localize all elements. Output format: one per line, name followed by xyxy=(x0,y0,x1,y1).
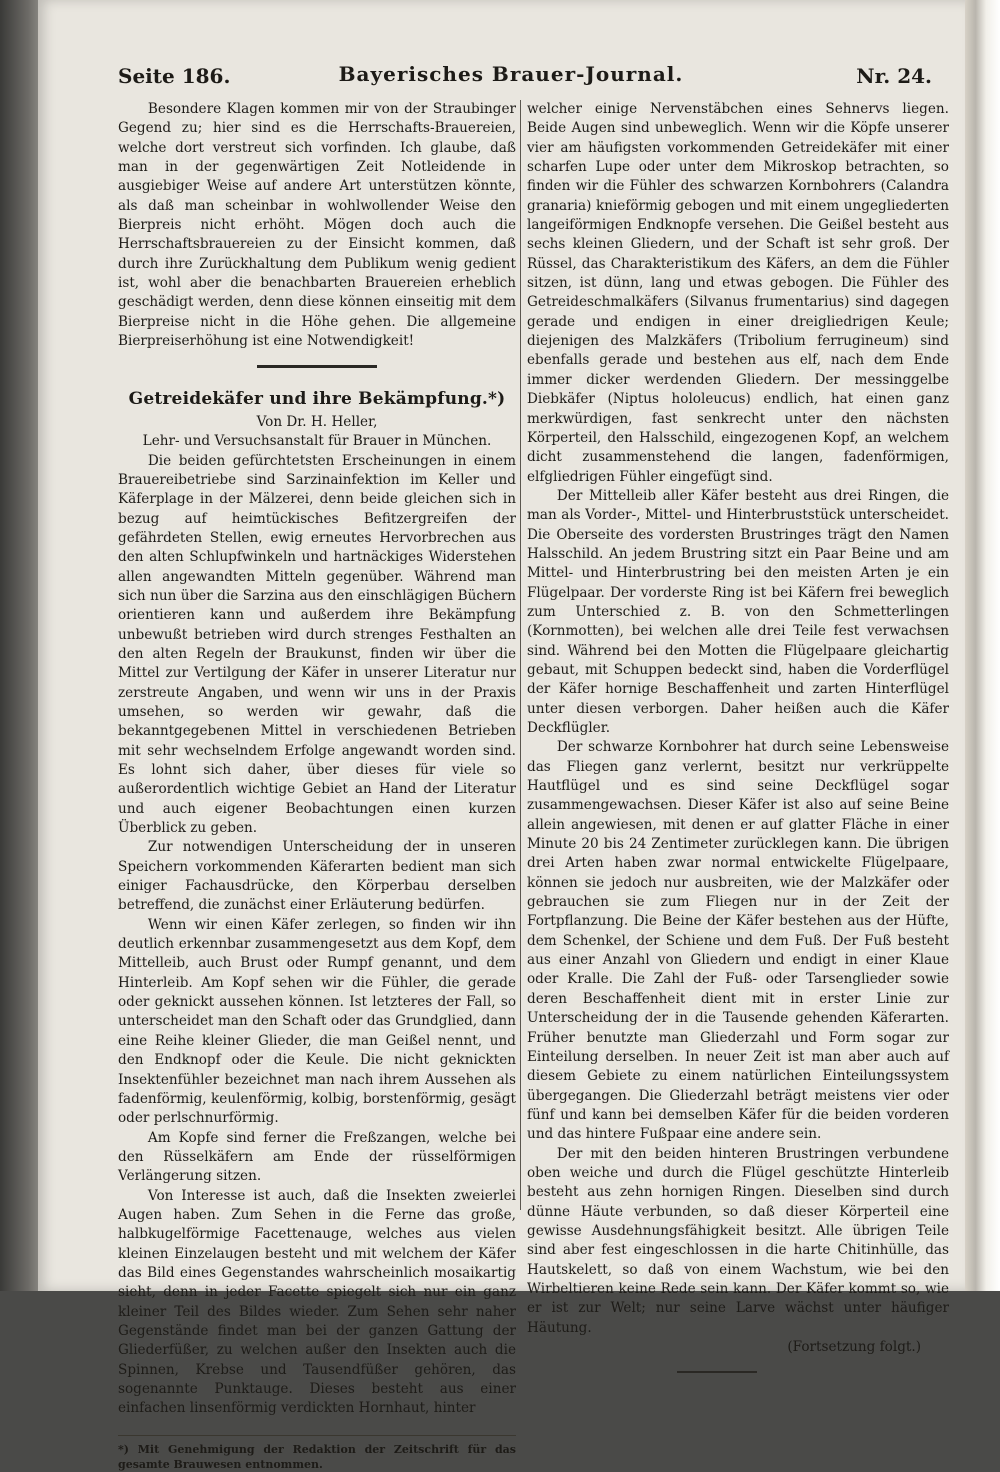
body-paragraph: Am Kopfe sind ferner die Freßzangen, welche bei den Rüsselkäfern am Ende der rüsselförmigen Verlängerung sitzen. xyxy=(118,1129,516,1185)
journal-title: Bayerisches Brauer-Journal. xyxy=(338,62,684,86)
scan-edge-right xyxy=(965,0,1000,1291)
scan-edge-left xyxy=(0,0,40,1291)
continued-note: (Fortsetzung folgt.) xyxy=(787,1339,921,1355)
body-paragraph: Der schwarze Kornbohrer hat durch seine Lebensweise das Fliegen ganz verlernt, besitzt nur verkrüppelte Hautflügel und es sind seine Deckflügel sogar zusammengewachsen. Dieser Käfer ist also auf seine Beine allein angewiesen, mit denen er auf glatter Fläche in einer Minute 20 bis 24 Zentimeter zurücklegen kann. Die übrigen drei Arten haben zwar normal entwickelte Flügelpaare, können sie jedoch nur ausbreiten, wie der Malzkäfer oder gebrauchen sie zum Fliegen nur in der Zeit der Fortpflanzung. Die Beine der Käfer bestehen aus der Hüfte, dem Schenkel, der Schiene und dem Fuß. Der Fuß besteht aus einer Anzahl von Gliedern und endigt in einer Klaue oder Kralle. Die Zahl der Fuß- oder Tarsenglieder sowie deren Beschaffenheit dient mit in erster Linie zur Unterscheidung der in die Tausende gehenden Käferarten. Früher benutzte man Gliederzahl und Form sogar zur Einteilung derselben. In neuer Zeit ist man aber auch auf diesem Gebiete zu einem natürlichen Einteilungssystem übergegangen. Die Gliederzahl beträgt meistens vier oder fünf und kann bei demselben Käfer für die beiden vorderen und das hintere Fußpaar eine andere sein. xyxy=(527,739,949,1143)
body-paragraph: Der Mittelleib aller Käfer besteht aus drei Ringen, die man als Vorder-, Mittel- und Hinterbruststück unterscheidet. Die Oberseite des vordersten Brustringes trägt den Namen Halsschild. An jedem Brustring sitzt ein Paar Beine und am Mittel- und Hinterbrustring bei den meisten Arten je ein Flügelpaar. Der vorderste Ring ist bei Käfern frei beweglich zum Unterschied z. B. von den Schmetterlingen (Kornmotten), bei welchen alle drei Teile fest verwachsen sind. Während bei den Motten die Flügelpaare gleichartig gebaut, mit Schuppen bedeckt sind, haben die Vorderflügel der Käfer hornige Beschaffenheit und zarten Hinterflügel unter diesen verborgen. Daher heißen auch die Käfer Deckflügler. xyxy=(527,487,949,736)
right-column xyxy=(527,100,949,1373)
body-paragraph: Von Interesse ist auch, daß die Insekten zweierlei Augen haben. Zum Sehen in die Ferne das große, halbkugelförmige Facettenauge, welches aus vielen kleinen Einzelaugen besteht und mit welchem der Käfer das Bild eines Gegenstandes wahrscheinlich mosaikartig sieht, denn in jeder Facette spiegelt sich nur ein ganz kleiner Teil des Bildes wieder. Zum Sehen sehr naher Gegenstände findet man bei der ganzen Gattung der Gliederfüßer, zu welchen außer den Insekten auch die Spinnen, Krebse und Tausendfüßer gehören, das sogenannte Punktauge. Dieses besteht aus einer einfachen linsenförmig verdickten Hornhaut, hinter xyxy=(118,1187,516,1417)
body-paragraph: welcher einige Nervenstäbchen eines Sehnervs liegen. Beide Augen sind unbeweglich. Wenn wir die Köpfe unserer vier am häufigsten vorkommenden Getreidekäfer mit einer scharfen Lupe oder unter dem Mikroskop betrachten, so finden wir die Fühler des schwarzen Kornbohrers (Calandra granaria) knieförmig gebogen und mit einem ungegliederten langeiförmigen Endknopfe versehen. Die Geißel besteht aus sechs kleinen Gliedern, und der Schaft ist sehr groß. Der Rüssel, das Charakteristikum des Käfers, an dem die Fühler sitzen, ist dünn, lang und etwas gebogen. Die Fühler des Getreideschmalkäfers (Silvanus frumentarius) sind dagegen gerade und endigen in einer dreigliedrigen Keule; diejenigen des Malzkäfers (Tribolium ferrugineum) sind ebenfalls gerade und bestehen aus elf, nach dem Ende immer dicker werdenden Gliedern. Der messinggelbe Diebkäfer (Niptus hololeucus) endlich, hat einen ganz merkwürdigen, fast senkrecht unter den nächsten Körperteil, den Halsschild, eingezogenen Kopf, an welchem dicht zusammenstehend die langen, fadenförmigen, elfgliedrigen Fühler eingefügt sind. xyxy=(527,101,949,485)
end-rule xyxy=(677,1371,757,1373)
body-paragraph: Der mit den beiden hinteren Brustringen verbundene oben weiche und durch die Flügel geschützte Hinterleib besteht aus zehn hornigen Ringen. Dieselben sind durch dünne Häute verbunden, so daß dieser Körperteil eine gewisse Ausdehnungsfähigkeit besitzt. Alle übrigen Teile sind aber fest eingeschlossen in die harte Chitinhülle, das Hautskelett, so daß von einem Wachstum, wie bei den Wirbeltieren keine Rede sein kann. Der Käfer kommt so, wie er ist zur Welt; nur seine Larve wächst unter häufiger Häutung. xyxy=(527,1145,949,1336)
page-header xyxy=(80,62,942,92)
column-divider xyxy=(520,100,521,1210)
article-byline: Von Dr. H. Heller, xyxy=(256,413,378,430)
intro-paragraph: Besondere Klagen kommen mir von der Straubinger Gegend zu; hier sind es die Herrschafts-Brauereien, welche dort verstreut sich vorfinden. Ich glaube, daß man in der gegenwärtigen Zeit Notleidende in ausgiebiger Weise auf andere Art unterstützen könnte, als daß man scheinbar in wohlwollender Weise den Bierpreis nicht erhöht. Mögen doch auch die Herrschaftsbrauereien zu der Einsicht kommen, daß durch ihre Zurückhaltung dem Publikum wenig gedient ist, wohl aber die benachbarten Brauereien erheblich geschädigt werden, denn diese können einseitig mit dem Bierpreise nicht in die Höhe gehen. Die allgemeine Bierpreiserhöhung ist eine Notwendigkeit! xyxy=(118,101,516,350)
section-separator xyxy=(257,365,377,368)
article-title: Getreidekäfer und ihre Bekämpfung.*) xyxy=(128,389,506,410)
body-paragraph: Zur notwendigen Unterscheidung der in unseren Speichern vorkommenden Käferarten bedient man sich einiger Fachausdrücke, den Körperbau derselben betreffend, die zunächst einer Erläuterung bedürfen. xyxy=(118,839,516,914)
footnote: *) Mit Genehmigung der Redaktion der Zeitschrift für das gesamte Brauwesen entnommen. xyxy=(118,1435,516,1472)
author-affiliation: Lehr- und Versuchsanstalt für Brauer in München. xyxy=(142,433,492,450)
body-paragraph: Die beiden gefürchtetsten Erscheinungen in einem Brauereibetriebe sind Sarzinainfektion im Keller und Käferplage in der Mälzerei, denn beide gleichen sich in bezug auf heimtückisches Befitzergreifen der gefährdeten Stellen, ewig erneutes Hervorbrechen aus den alten Schlupfwinkeln und hartnäckiges Widerstehen allen angewandten Mitteln gegenüber. Während man sich nun über die Sarzina aus den einschlägigen Büchern orientieren kann und außerdem ihre Bekämpfung unbewußt betrieben wird durch strenges Festhalten an den alten Regeln der Braukunst, finden wir über die Mittel zur Vertilgung der Käfer in unserer Literatur nur zerstreute Angaben, und wenn wir uns in der Praxis umsehen, so werden wir gewahr, daß die bekanntgegebenen Mittel in verschiedenen Betrieben mit sehr wechselndem Erfolge angewandt worden sind. Es lohnt sich daher, über dieses für viele so außerordentlich wichtige Gebiet an Hand der Literatur und auch eigener Beobachtungen einen kurzen Überblick zu geben. xyxy=(118,452,516,837)
issue-number: Nr. 24. xyxy=(856,64,932,88)
page-number: Seite 186. xyxy=(118,64,231,88)
body-paragraph: Wenn wir einen Käfer zerlegen, so finden wir ihn deutlich erkennbar zusammengesetzt aus dem Kopf, dem Mittelleib, auch Brust oder Rumpf genannt, und dem Hinterleib. Am Kopf sehen wir die Fühler, die gerade oder geknickt aussehen können. Ist letzteres der Fall, so unterscheidet man den Schaft oder das Grundglied, dann eine Reihe kleiner Glieder, die man Geißel nennt, und den Endknopf oder die Keule. Die nicht geknickten Insektenfühler bezeichnet man nach ihrem Aussehen als fadenförmig, keulenförmig, kolbig, borstenförmig, gesägt oder perlschnurförmig. xyxy=(118,916,516,1127)
left-column xyxy=(118,100,516,1472)
